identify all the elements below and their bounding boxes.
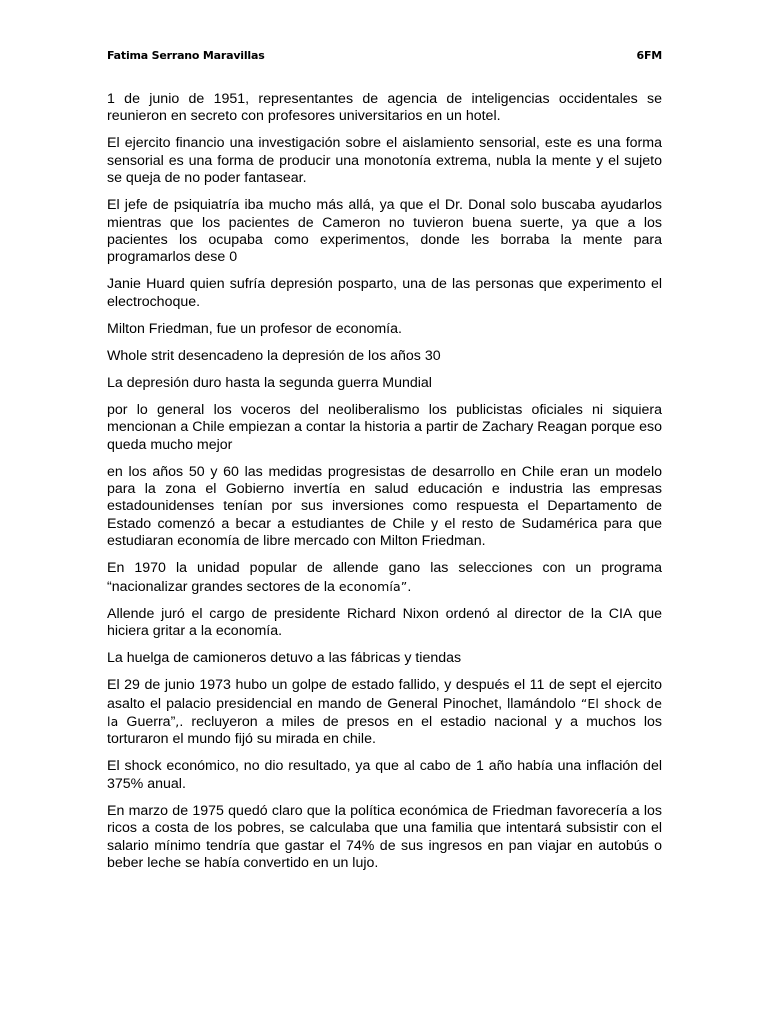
text-run: En 1970 la unidad popular de allende gano las selecciones con un programa xyxy=(107,560,662,577)
text-run-alt-font: , xyxy=(175,713,180,729)
paragraph: en los años 50 y 60 las medidas progresistas de desarrollo en Chile eran un modelo para la zona el Gobierno invertía en salud educación e industria las empresas estadounidenses tenían por sus inversiones como respuesta el Departamento de Estado comenzó a becar a estudiantes de Chile y el resto de Sudamérica para que estudiaran economía de libre mercado con Milton Friedman. xyxy=(107,463,662,550)
paragraph: Janie Huard quien sufría depresión posparto, una de las personas que experimento el electrochoque. xyxy=(107,276,662,310)
paragraph: 1 de junio de 1951, representantes de agencia de inteligencias occidentales se reunieron en secreto con profesores universitarios en un hotel. xyxy=(107,91,662,125)
text-run-alt-font: “El shock de la xyxy=(107,695,662,729)
paragraph: El ejercito financio una investigación sobre el aislamiento sensorial, este es una forma sensorial es una forma de producir una monotonía extrema, nubla la mente y el sujeto se queja de no poder fantasear. xyxy=(107,135,662,187)
author-name: Fatima Serrano Maravillas xyxy=(107,49,265,62)
document-body xyxy=(107,91,662,882)
paragraph xyxy=(107,560,662,596)
paragraph xyxy=(107,677,662,749)
text-run: Guerra” xyxy=(118,713,176,730)
text-run: “nacionalizar grandes sectores de la xyxy=(107,578,339,595)
paragraph: La huelga de camioneros detuvo a las fábricas y tiendas xyxy=(107,650,462,667)
text-run: El 29 de junio 1973 hubo un golpe de estado fallido, y después el 11 de sept el ejercito asalto el palacio presidencial en mando de General Pinochet, llamándolo xyxy=(107,677,662,712)
paragraph: Milton Friedman, fue un profesor de economía. xyxy=(107,320,402,337)
paragraph: La depresión duro hasta la segunda guerra Mundial xyxy=(107,374,432,391)
text-run: . recluyeron a miles de presos en el estadio nacional y a muchos los torturaron el mundo fijó su mirada en chile. xyxy=(107,713,662,748)
text-run: . xyxy=(407,578,412,595)
text-run-alt-font: economía” xyxy=(338,578,408,594)
page-header xyxy=(107,48,662,64)
paragraph: por lo general los voceros del neoliberalismo los publicistas oficiales ni siquiera mencionan a Chile empiezan a contar la historia a partir de Zachary Reagan porque eso queda mucho mejor xyxy=(107,401,662,453)
group-label: 6FM xyxy=(636,49,662,62)
paragraph: El jefe de psiquiatría iba mucho más allá, ya que el Dr. Donal solo buscaba ayudarlos mientras que los pacientes de Cameron no tuvieron buena suerte, ya que a los pacientes los ocupaba como experimentos, donde les borraba la mente para programarlos dese 0 xyxy=(107,197,662,266)
paragraph: En marzo de 1975 quedó claro que la política económica de Friedman favorecería a los ricos a costa de los pobres, se calculaba que una familia que intentará subsistir con el salario mínimo tendría que gastar el 74% de sus ingresos en pan viajar en autobús o beber leche se había convertido en un lujo. xyxy=(107,802,662,871)
paragraph: Whole strit desencadeno la depresión de los años 30 xyxy=(107,347,441,364)
paragraph: El shock económico, no dio resultado, ya que al cabo de 1 año había una inflación del 375% anual. xyxy=(107,758,662,792)
paragraph: Allende juró el cargo de presidente Richard Nixon ordenó al director de la CIA que hiciera gritar a la economía. xyxy=(107,605,662,640)
